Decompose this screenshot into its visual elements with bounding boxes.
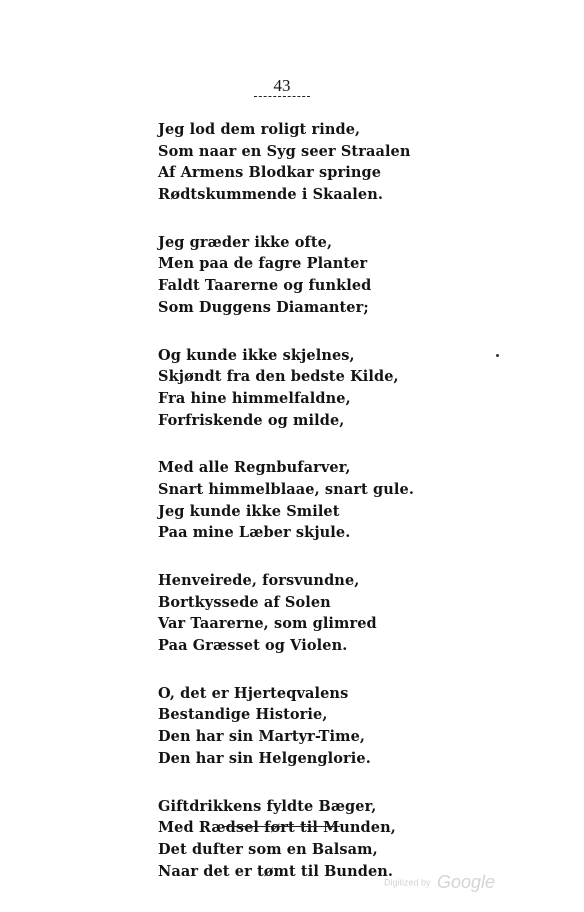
poem-line: Men paa de fagre Planter bbox=[158, 255, 368, 273]
poem-line: Snart himmelblaae, snart gule. bbox=[158, 480, 414, 498]
poem-line: Jeg lod dem roligt rinde, bbox=[158, 121, 361, 138]
poem-line: Forfriskende og milde, bbox=[158, 411, 345, 429]
watermark-prefix: Digitized by bbox=[384, 877, 431, 888]
stanza-5 bbox=[158, 570, 518, 657]
poem-line: Jeg kunde ikke Smilet bbox=[158, 502, 340, 520]
poem-line: Af Armens Blodkar springe bbox=[158, 164, 382, 182]
page-number-rule bbox=[254, 96, 310, 97]
margin-dot bbox=[496, 354, 499, 357]
poem-line: Henveirede, forsvundne, bbox=[158, 572, 360, 589]
poem-line: Naar det er tømt til Bunden. bbox=[158, 862, 394, 880]
stanza-7 bbox=[158, 796, 518, 883]
poem-line: Som Duggens Diamanter; bbox=[158, 298, 369, 316]
poem-line: Rødtskummende i Skaalen. bbox=[158, 186, 384, 204]
end-rule bbox=[222, 826, 340, 827]
poem-line: Bortkyssede af Solen bbox=[158, 593, 331, 611]
poem bbox=[158, 119, 518, 908]
stanza-4 bbox=[158, 457, 518, 544]
poem-line: Fra hine himmelfaldne, bbox=[158, 389, 351, 407]
poem-line: Bestandige Historie, bbox=[158, 706, 328, 724]
digitized-watermark bbox=[384, 872, 495, 893]
poem-line: Jeg græder ikke ofte, bbox=[158, 233, 333, 251]
poem-line: Var Taarerne, som glimred bbox=[158, 615, 377, 633]
stanza-1 bbox=[158, 119, 518, 206]
poem-line: Den har sin Helgenglorie. bbox=[158, 749, 371, 767]
poem-line: O, det er Hjerteqvalens bbox=[158, 684, 349, 702]
poem-line: Faldt Taarerne og funkled bbox=[158, 277, 372, 295]
poem-line: Med alle Regnbufarver, bbox=[158, 459, 351, 477]
poem-line: Skjøndt fra den bedste Kilde, bbox=[158, 368, 399, 386]
poem-line: Den har sin Martyr-Time, bbox=[158, 728, 366, 746]
watermark-brand: Google bbox=[436, 872, 496, 892]
stanza-3 bbox=[158, 345, 518, 432]
poem-line: Det dufter som en Balsam, bbox=[158, 840, 378, 858]
stanza-6 bbox=[158, 683, 518, 770]
poem-line: Som naar en Syg seer Straalen bbox=[158, 142, 411, 160]
poem-line: Og kunde ikke skjelnes, bbox=[158, 346, 355, 364]
poem-line: Paa mine Læber skjule. bbox=[158, 524, 351, 542]
page-number: 43 bbox=[273, 76, 291, 95]
stanza-2 bbox=[158, 232, 518, 319]
poem-line: Med Rædsel ført til Munden, bbox=[158, 819, 396, 837]
poem-line: Paa Græsset og Violen. bbox=[158, 637, 348, 655]
poem-line: Giftdrikkens fyldte Bæger, bbox=[158, 797, 377, 815]
